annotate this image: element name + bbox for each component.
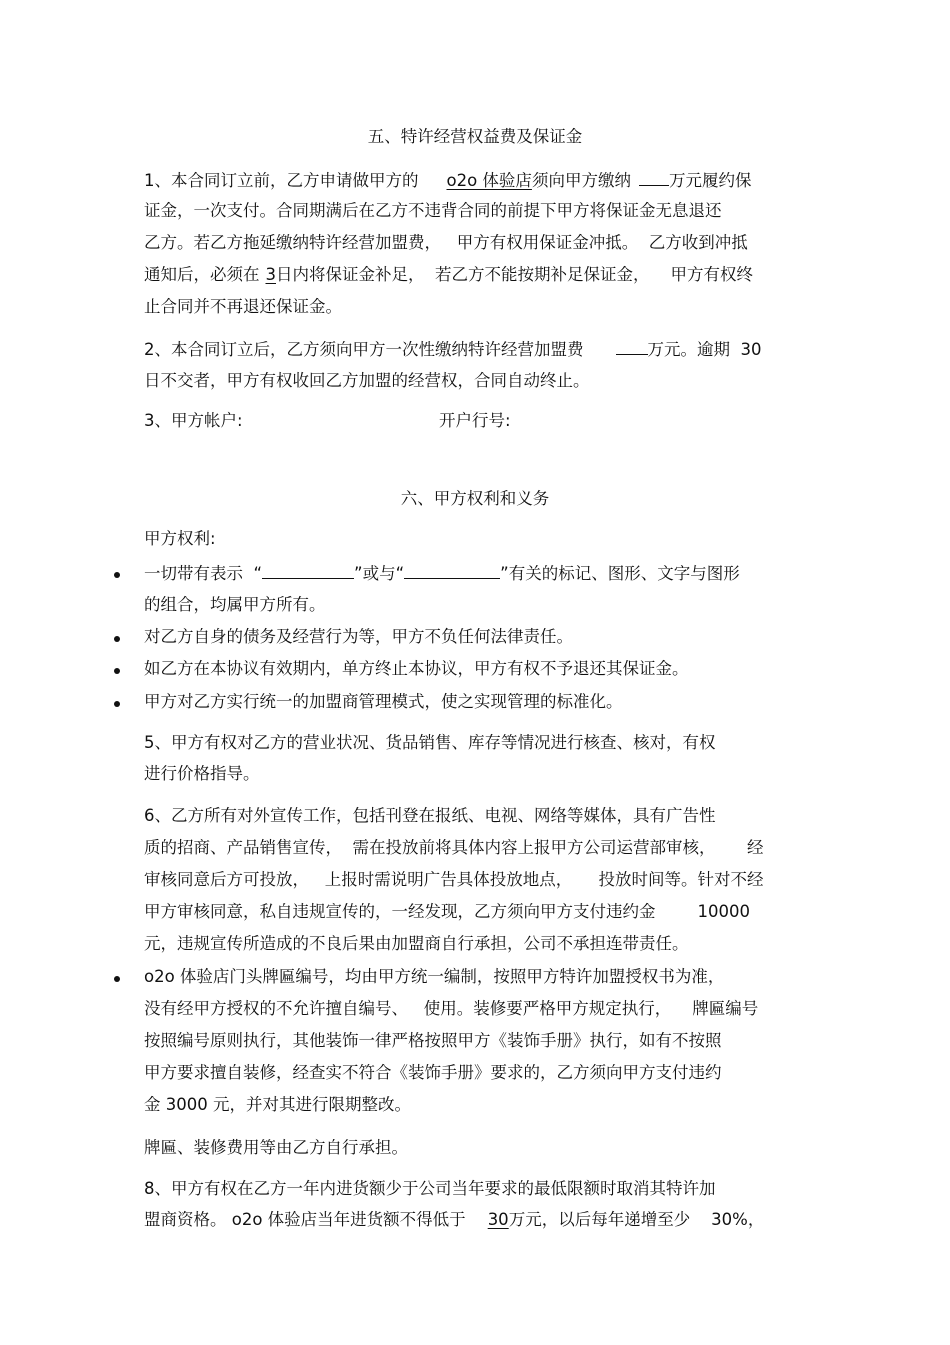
clause-7-line-2: 没有经甲方授权的不允许擅自编号、 使用。装修要严格甲方规定执行， 牌匾编号 (144, 999, 759, 1018)
clause-8-line-1: 8、甲方有权在乙方一年内进货额少于公司当年要求的最低限额时取消其特许加 (144, 1179, 716, 1198)
bullet-dot (114, 701, 120, 707)
bullet-dot (114, 572, 120, 578)
section-6-title: 六、甲方权利和义务 (400, 489, 550, 508)
bullet-1-line-2: 的组合，均属甲方所有。 (144, 595, 326, 614)
rights-label: 甲方权利: (144, 529, 216, 548)
mark-blank-2 (404, 562, 500, 579)
clause-5-line-1: 5、甲方有权对乙方的营业状况、货品销售、库存等情况进行核查、核对，有权 (144, 733, 716, 752)
fee-blank (616, 338, 648, 355)
bullet-4: 甲方对乙方实行统一的加盟商管理模式，使之实现管理的标准化。 (144, 692, 623, 711)
bullet-dot (114, 668, 120, 674)
bullet-dot (114, 636, 120, 642)
clause-2-text: 2、本合同订立后，乙方须向甲方一次性缴纳特许经营加盟费 (144, 340, 584, 359)
clause-1-text: 万元履约保 (668, 171, 752, 190)
clause-1-text: 1、本合同订立前，乙方申请做甲方的 (144, 171, 419, 190)
clause-3-bank: 开户行号: (439, 411, 511, 430)
clause-6-line-3: 审核同意后方可投放， 上报时需说明广告具体投放地点， 投放时间等。针对不经 (144, 870, 764, 889)
section-5-title: 五、特许经营权益费及保证金 (367, 127, 583, 146)
clause-1-line-5: 止合同并不再退还保证金。 (144, 297, 342, 316)
clause-2-line-2: 日不交者，甲方有权收回乙方加盟的经营权，合同自动终止。 (144, 371, 590, 390)
deposit-blank (639, 169, 669, 186)
clause-1-line-4 (144, 264, 753, 286)
clause-7-line-1: o2o 体验店门头牌匾编号，均由甲方统一编制，按照甲方特许加盟授权书为准， (144, 967, 725, 986)
clause-5-line-2: 进行价格指导。 (144, 764, 260, 783)
clause-7-line-4: 甲方要求擅自装修，经查实不符合《装饰手册》要求的，乙方须向甲方支付违约 (144, 1063, 722, 1082)
clause-8-text: 万元，以后每年递增至少 30%， (508, 1210, 765, 1229)
clause-8-text: 盟商资格。 o2o 体验店当年进货额不得低于 (144, 1210, 466, 1229)
clause-6-line-5: 元，违规宣传所造成的不良后果由加盟商自行承担，公司不承担连带责任。 (144, 934, 689, 953)
clause-7-line-5: 金 3000 元，并对其进行限期整改。 (144, 1095, 411, 1114)
days-value: 3 (265, 265, 276, 284)
clause-1-text: 日内将保证金补足， 若乙方不能按期补足保证金， 甲方有权终 (276, 265, 753, 284)
clause-1-line-2: 证金，一次支付。合同期满后在乙方不违背合同的前提下甲方将保证金无息退还 (144, 201, 722, 220)
signage-cost: 牌匾、装修费用等由乙方自行承担。 (144, 1138, 408, 1157)
clause-6-line-2: 质的招商、产品销售宣传， 需在投放前将具体内容上报甲方公司运营部审核， 经 (144, 838, 764, 857)
min-purchase-value: 30 (487, 1210, 509, 1229)
bullet-1-text: 一切带有表示 “ (144, 564, 263, 583)
clause-2-text: 万元。逾期 30 (647, 340, 762, 359)
clause-7-line-3: 按照编号原则执行，其他装饰一律严格按照甲方《装饰手册》执行，如有不按照 (144, 1031, 722, 1050)
bullet-1-text: ”或与“ (354, 564, 405, 583)
clause-1-text: 须向甲方缴纳 (531, 171, 631, 190)
store-name: o2o 体验店 (446, 171, 532, 190)
clause-1-text: 通知后，必须在 (144, 265, 260, 284)
bullet-3: 如乙方在本协议有效期内，单方终止本协议，甲方有权不予退还其保证金。 (144, 659, 689, 678)
clause-6-line-4: 甲方审核同意，私自违规宣传的，一经发现，乙方须向甲方支付违约金 10000 (144, 902, 750, 921)
clause-1-line-1 (144, 169, 751, 192)
bullet-2: 对乙方自身的债务及经营行为等，甲方不负任何法律责任。 (144, 627, 573, 646)
clause-8-line-2 (144, 1209, 764, 1231)
bullet-1-line-1 (144, 562, 740, 585)
clause-1-line-3: 乙方。若乙方拖延缴纳特许经营加盟费， 甲方有权用保证金冲抵。 乙方收到冲抵 (144, 233, 748, 252)
bullet-1-text: ”有关的标记、图形、文字与图形 (500, 564, 740, 583)
clause-2-line-1 (144, 338, 762, 361)
clause-3-account: 3、甲方帐户: (144, 411, 243, 430)
bullet-dot (114, 976, 120, 982)
mark-blank-1 (262, 562, 354, 579)
clause-6-line-1: 6、乙方所有对外宣传工作，包括刊登在报纸、电视、网络等媒体，具有广告性 (144, 806, 716, 825)
